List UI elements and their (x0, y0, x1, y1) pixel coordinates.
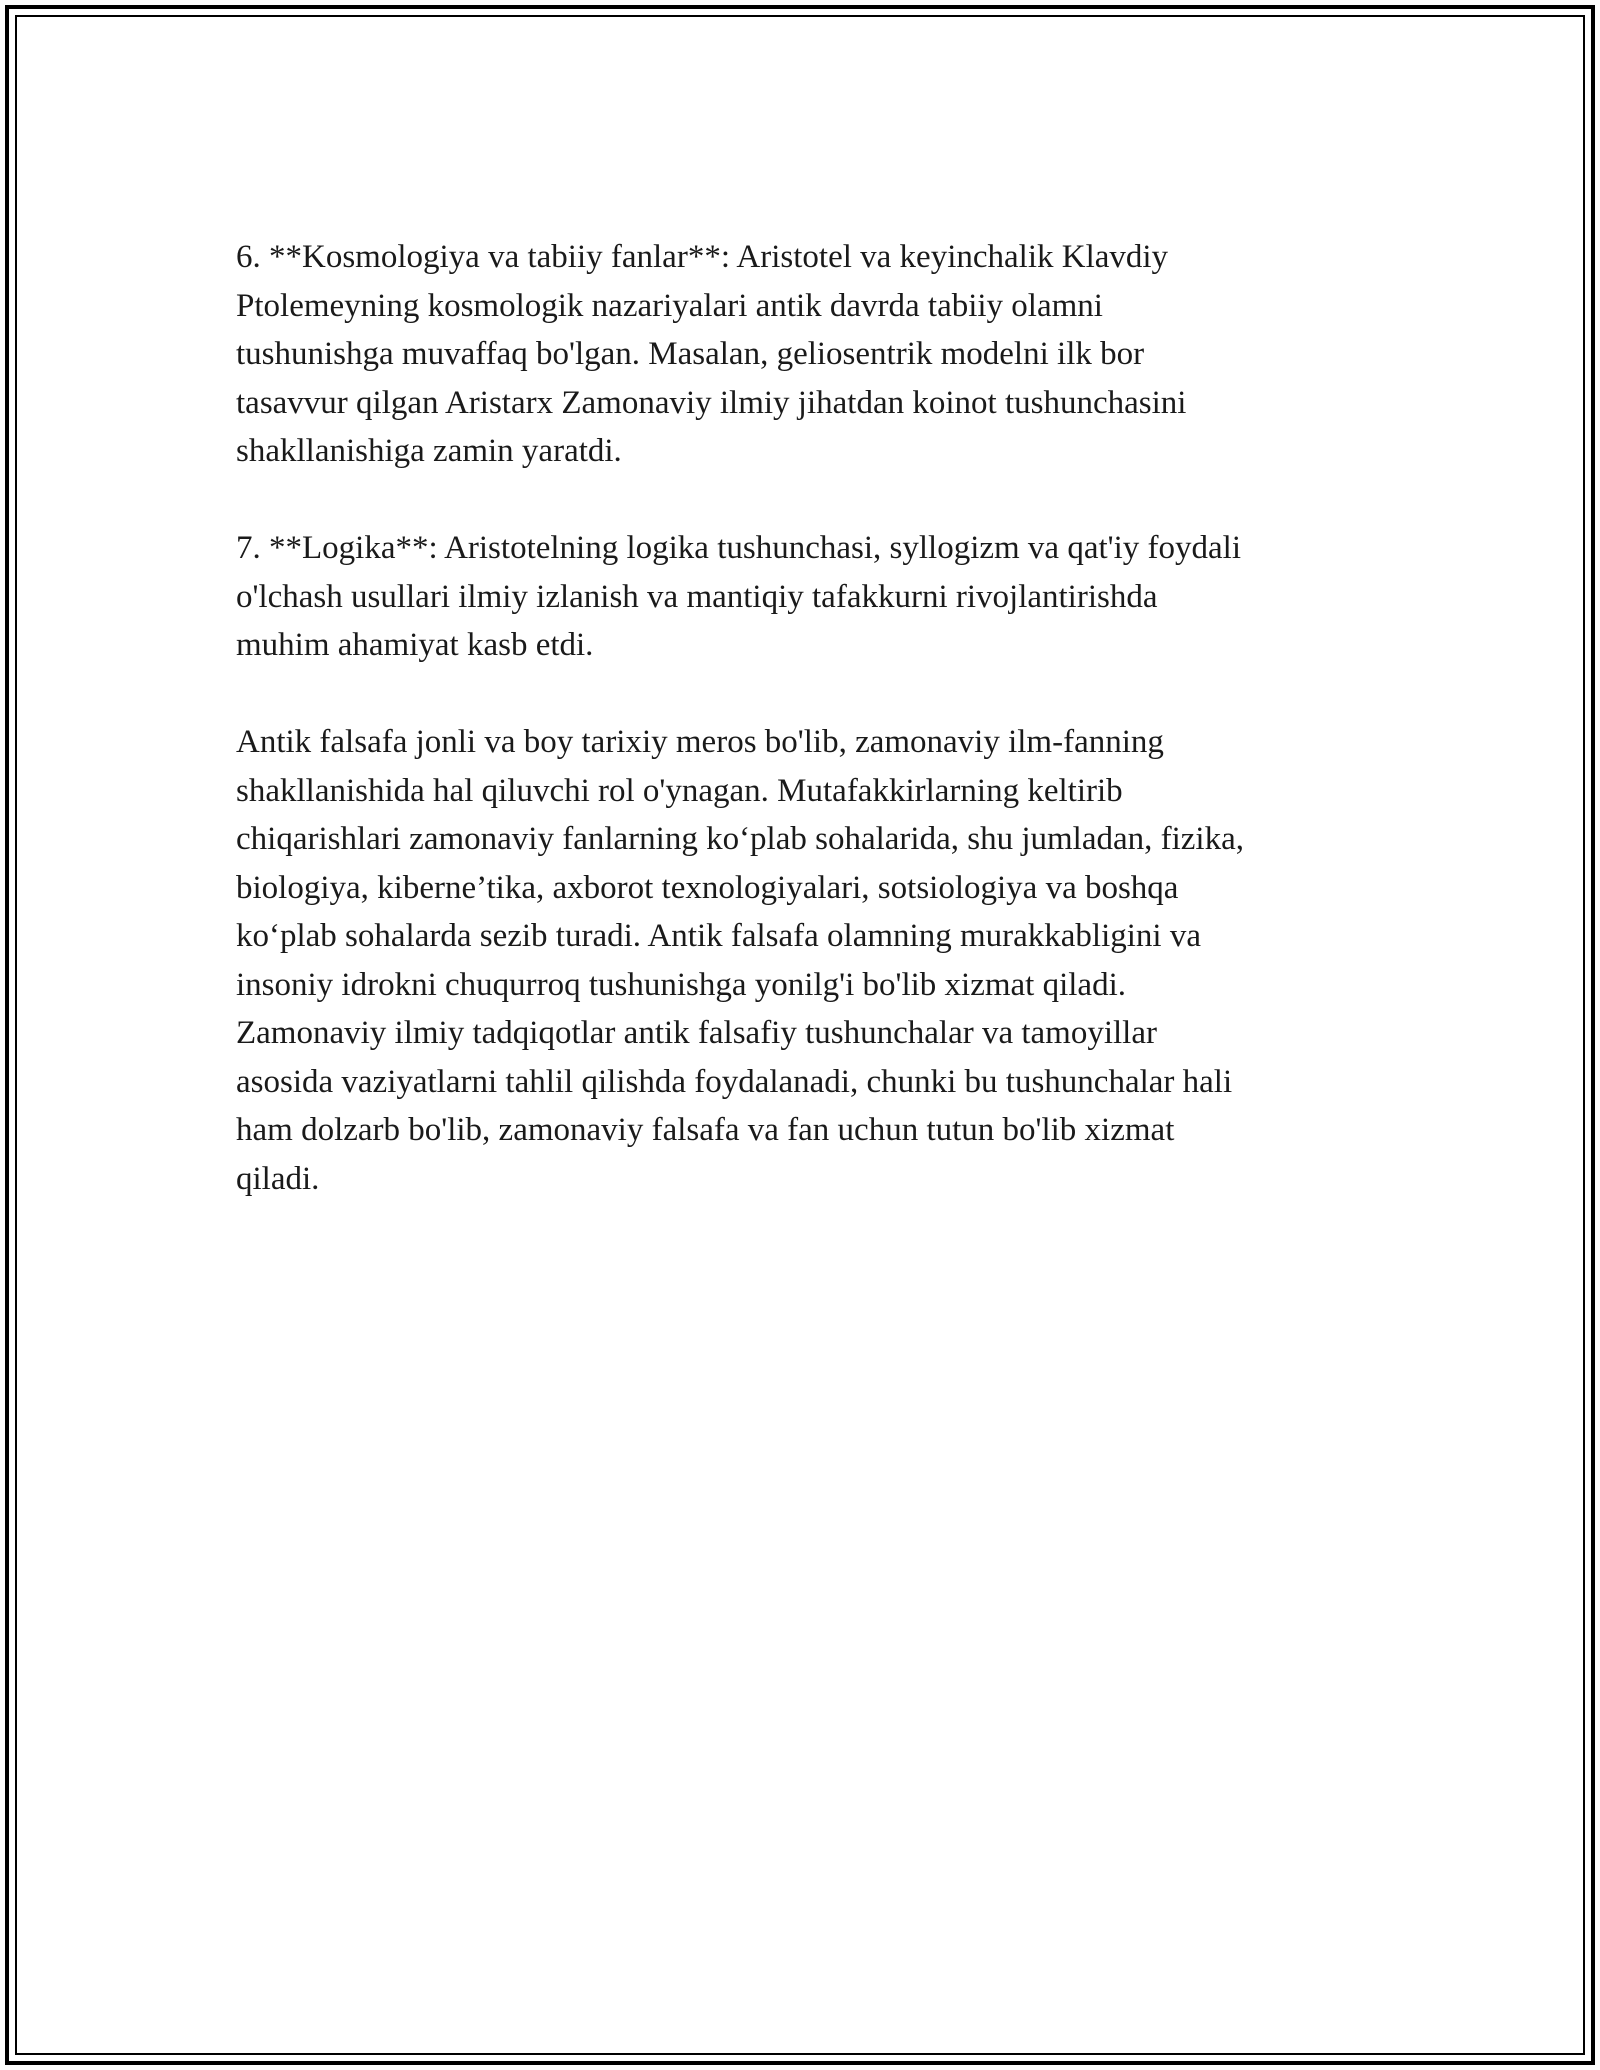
text-line: muhim ahamiyat kasb etdi. (236, 627, 594, 663)
paragraph-kosmologiya (236, 233, 1366, 476)
text-line: shakllanishida hal qiluvchi rol o'ynagan. Mutafakkirlarning keltirib (236, 772, 1123, 809)
text-line: tushunishga muvaffaq bo'lgan. Masalan, geliosentrik modelni ilk bor (236, 336, 1145, 372)
text-line: tasavvur qilgan Aristarx Zamonaviy ilmiy jihatdan koinot tushunchasini (236, 384, 1187, 421)
text-line: 6. **Kosmologiya va tabiiy fanlar**: Aristotel va keyinchalik Klavdiy (236, 239, 1169, 275)
text-line: qiladi. (236, 1160, 320, 1197)
paragraph-conclusion (236, 718, 1366, 1203)
document-body (236, 233, 1366, 1252)
text-line: asosida vaziyatlarni tahlil qilishda foydalanadi, chunki bu tushunchalar hali (236, 1063, 1233, 1100)
text-line: shakllanishiga zamin yaratdi. (236, 433, 622, 469)
text-line: chiqarishlari zamonaviy fanlarning ko‘plab sohalarida, shu jumladan, fizika, (236, 821, 1244, 857)
text-line: Zamonaviy ilmiy tadqiqotlar antik falsafiy tushunchalar va tamoyillar (236, 1015, 1157, 1051)
text-line: ko‘plab sohalarda sezib turadi. Antik falsafa olamning murakkabligini va (236, 918, 1201, 954)
text-line: 7. **Logika**: Aristotelning logika tushunchasi, syllogizm va qat'iy foydali (236, 530, 1241, 566)
text-line: Ptolemeyning kosmologik nazariyalari antik davrda tabiiy olamni (236, 287, 1103, 324)
text-line: biologiya, kiberne’tika, axborot texnologiyalari, sotsiologiya va boshqa (236, 869, 1179, 906)
text-line: insoniy idrokni chuqurroq tushunishga yonilg'i bo'lib xizmat qiladi. (236, 966, 1126, 1003)
paragraph-logika (236, 524, 1366, 670)
text-line: Antik falsafa jonli va boy tarixiy meros bo'lib, zamonaviy ilm-fanning (236, 724, 1164, 760)
text-line: o'lchash usullari ilmiy izlanish va mantiqiy tafakkurni rivojlantirishda (236, 578, 1158, 615)
text-line: ham dolzarb bo'lib, zamonaviy falsafa va fan uchun tutun bo'lib xizmat (236, 1112, 1175, 1148)
